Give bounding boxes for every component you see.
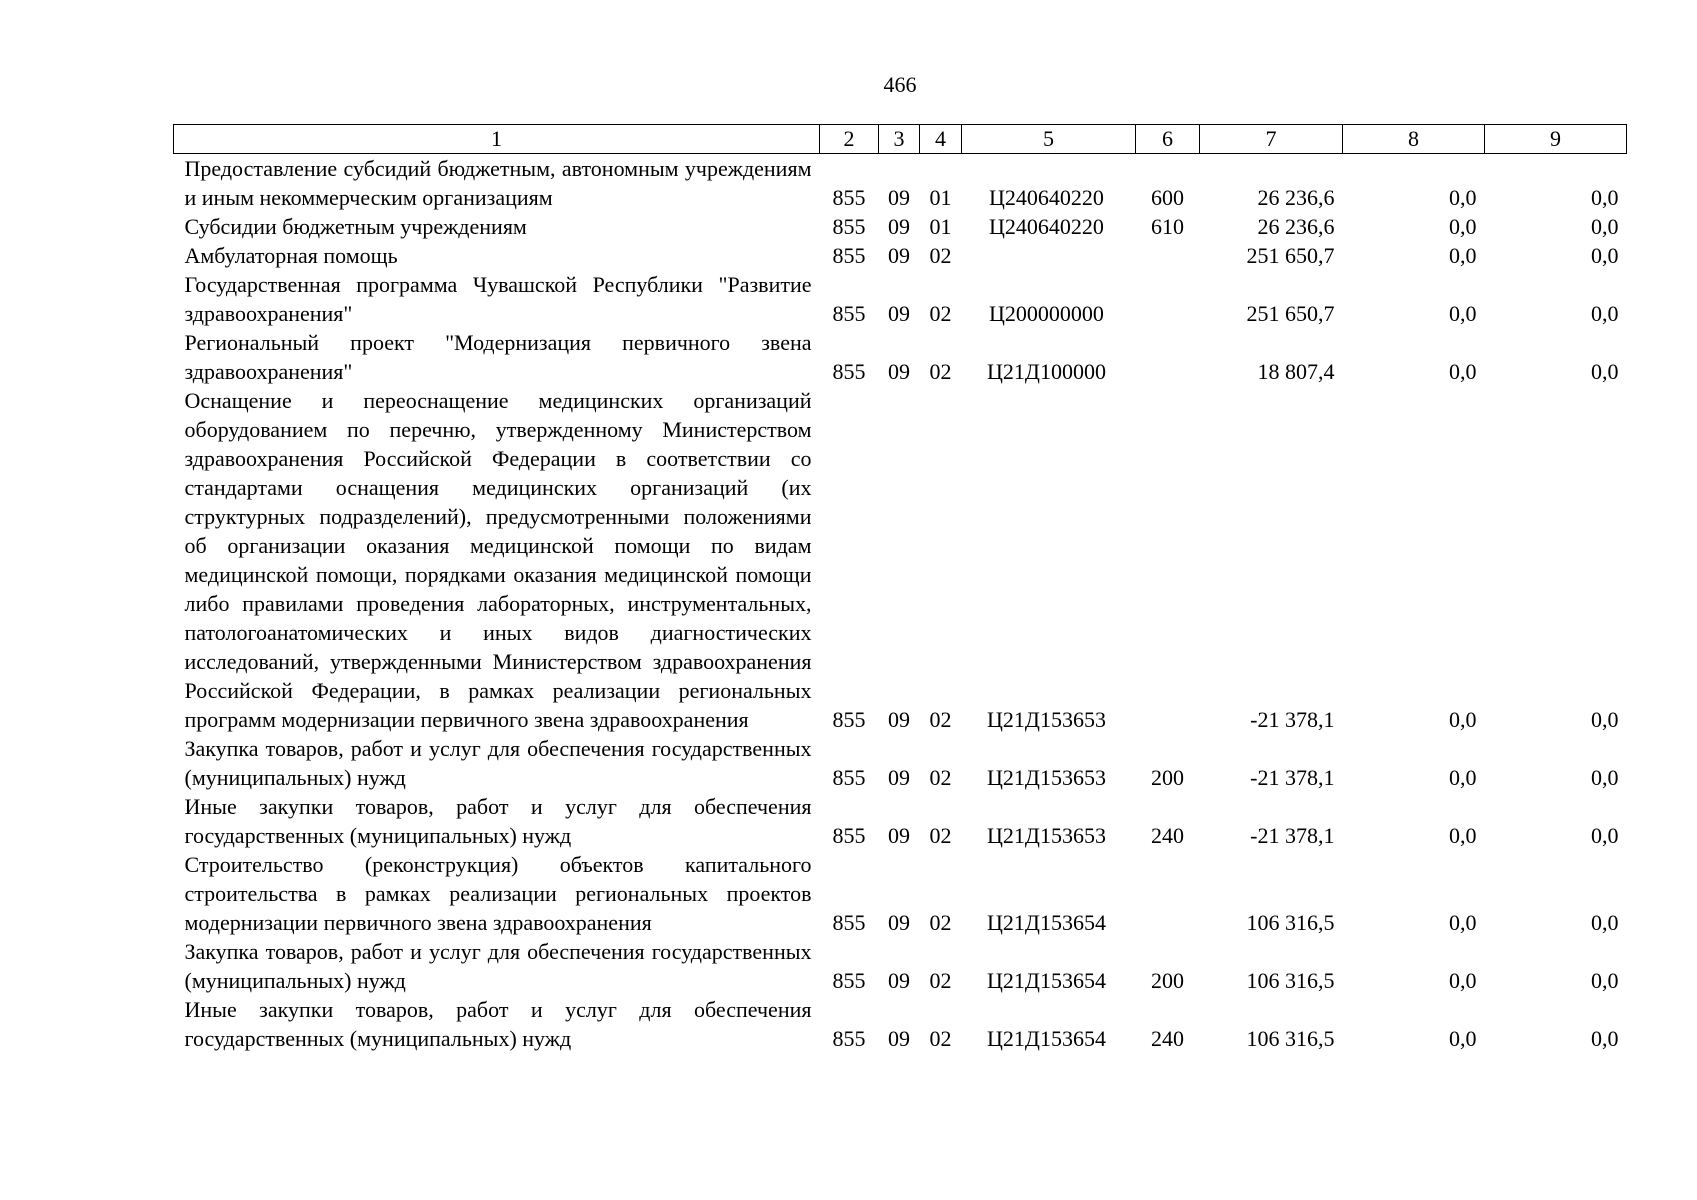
row-col-2-cell: 855: [832, 185, 866, 210]
row-col-7-cell: 106 316,5: [1246, 1026, 1335, 1051]
row-col-9-cell: 0,0: [1591, 765, 1619, 790]
table-body: [174, 154, 1627, 1054]
row-col-3-cell: 09: [888, 301, 910, 326]
row-col-4-cell: 02: [929, 968, 952, 993]
row-col-6-cell: 200: [1151, 968, 1184, 993]
row-name-cell: Предоставление субсидий бюджетным, автономным учреждениям и иным некоммерческим организациям: [184, 156, 812, 210]
header-col-6: 6: [1136, 125, 1200, 154]
table-row: [174, 270, 1627, 328]
row-col-6-cell: [1136, 270, 1200, 328]
table-row: [174, 734, 1627, 792]
row-col-9-cell: 0,0: [1591, 359, 1619, 384]
row-col-3-cell: 09: [888, 910, 910, 935]
row-col-3-cell: 09: [888, 214, 910, 239]
row-col-8-cell: 0,0: [1449, 910, 1477, 935]
row-col-9-cell: 0,0: [1591, 823, 1619, 848]
budget-table: [173, 124, 1627, 1053]
row-col-6-cell: [1136, 328, 1200, 386]
row-col-4-cell: 02: [929, 823, 952, 848]
header-col-1: 1: [174, 125, 820, 154]
row-col-8-cell: 0,0: [1449, 823, 1477, 848]
row-col-2-cell: 855: [832, 823, 866, 848]
table-row: [174, 792, 1627, 850]
row-col-9-cell: 0,0: [1591, 910, 1619, 935]
header-col-4: 4: [920, 125, 962, 154]
row-col-9-cell: 0,0: [1591, 707, 1619, 732]
row-col-5-cell: Ц21Д100000: [987, 359, 1106, 384]
row-name-cell: Субсидии бюджетным учреждениям: [184, 214, 527, 239]
row-col-9-cell: 0,0: [1591, 301, 1619, 326]
row-col-5-cell: Ц240640220: [989, 185, 1104, 210]
row-col-7-cell: -21 378,1: [1250, 823, 1335, 848]
row-col-3-cell: 09: [888, 823, 910, 848]
row-col-7-cell: -21 378,1: [1250, 707, 1335, 732]
row-col-4-cell: 02: [929, 243, 952, 268]
row-col-8-cell: 0,0: [1449, 214, 1477, 239]
row-col-9-cell: 0,0: [1591, 214, 1619, 239]
row-col-3-cell: 09: [888, 968, 910, 993]
row-col-7-cell: -21 378,1: [1250, 765, 1335, 790]
row-col-7-cell: 106 316,5: [1246, 910, 1335, 935]
row-col-2-cell: 855: [832, 910, 866, 935]
row-col-4-cell: 02: [929, 359, 952, 384]
row-col-3-cell: 09: [888, 765, 910, 790]
row-col-5-cell: Ц21Д153653: [987, 707, 1106, 732]
row-name-cell: Государственная программа Чувашской Республики "Развитие здравоохранения": [184, 272, 812, 326]
row-col-3-cell: 09: [888, 185, 910, 210]
row-col-5-cell: Ц200000000: [989, 301, 1104, 326]
row-col-2-cell: 855: [832, 359, 866, 384]
row-col-7-cell: 251 650,7: [1246, 301, 1335, 326]
row-col-7-cell: 26 236,6: [1257, 214, 1335, 239]
row-col-2-cell: 855: [832, 765, 866, 790]
row-col-9-cell: 0,0: [1591, 185, 1619, 210]
row-col-3-cell: 09: [888, 1026, 910, 1051]
row-col-8-cell: 0,0: [1449, 301, 1477, 326]
budget-table-container: [173, 124, 1626, 1053]
row-name-cell: Закупка товаров, работ и услуг для обеспечения государственных (муниципальных) нужд: [184, 939, 812, 993]
row-col-5-cell: Ц21Д153654: [987, 910, 1106, 935]
header-row: [174, 125, 1627, 154]
row-col-6-cell: 240: [1151, 1026, 1184, 1051]
header-col-9: 9: [1485, 125, 1627, 154]
row-col-3-cell: 09: [888, 243, 910, 268]
row-col-7-cell: 26 236,6: [1257, 185, 1335, 210]
row-col-8-cell: 0,0: [1449, 968, 1477, 993]
row-col-8-cell: 0,0: [1449, 243, 1477, 268]
row-name-cell: Иные закупки товаров, работ и услуг для обеспечения государственных (муниципальных) нужд: [184, 794, 812, 848]
row-col-6-cell: [1136, 850, 1200, 937]
row-col-4-cell: 02: [929, 765, 952, 790]
row-col-3-cell: 09: [888, 707, 910, 732]
row-name-cell: Оснащение и переоснащение медицинских организаций оборудованием по перечню, утвержденному Министерством здравоохранения Российской Федерации в соответствии со стандартами оснащения медицинских организаций (их структурных подразделений), предусмотренными положениями об организации оказания медицинской помощи по видам медицинской помощи, порядками оказания медицинской помощи либо правилами проведения лабораторных, инструментальных, патологоанатомических и иных видов диагностических исследований, утвержденными Министерством здравоохранения Российской Федерации, в рамках реализации региональных программ модернизации первичного звена здравоохранения: [184, 388, 812, 732]
row-col-4-cell: 02: [929, 1026, 952, 1051]
row-col-6-cell: [1136, 241, 1200, 270]
header-col-5: 5: [962, 125, 1136, 154]
row-col-6-cell: 610: [1151, 214, 1184, 239]
table-header: [174, 125, 1627, 154]
row-col-7-cell: 18 807,4: [1257, 359, 1335, 384]
row-col-2-cell: 855: [832, 707, 866, 732]
row-col-9-cell: 0,0: [1591, 1026, 1619, 1051]
header-col-2: 2: [820, 125, 879, 154]
row-col-4-cell: 02: [929, 707, 952, 732]
row-col-2-cell: 855: [832, 1026, 866, 1051]
table-row: [174, 212, 1627, 241]
row-name-cell: Иные закупки товаров, работ и услуг для обеспечения государственных (муниципальных) нужд: [184, 997, 812, 1051]
row-col-6-cell: 240: [1151, 823, 1184, 848]
row-col-5-cell: Ц21Д153654: [987, 968, 1106, 993]
row-col-9-cell: 0,0: [1591, 968, 1619, 993]
table-row: [174, 386, 1627, 734]
row-col-5-cell: Ц240640220: [989, 214, 1104, 239]
table-row: [174, 241, 1627, 270]
row-col-8-cell: 0,0: [1449, 1026, 1477, 1051]
row-col-7-cell: 251 650,7: [1246, 243, 1335, 268]
header-col-3: 3: [879, 125, 920, 154]
row-col-5-cell: Ц21Д153653: [987, 765, 1106, 790]
table-row: [174, 328, 1627, 386]
table-row: [174, 937, 1627, 995]
row-col-5-cell: Ц21Д153653: [987, 823, 1106, 848]
header-col-7: 7: [1200, 125, 1343, 154]
row-col-8-cell: 0,0: [1449, 707, 1477, 732]
row-col-9-cell: 0,0: [1591, 243, 1619, 268]
row-col-2-cell: 855: [832, 968, 866, 993]
row-col-6-cell: 600: [1151, 185, 1184, 210]
row-col-4-cell: 02: [929, 910, 952, 935]
row-col-5-cell: Ц21Д153654: [987, 1026, 1106, 1051]
row-col-8-cell: 0,0: [1449, 765, 1477, 790]
row-col-6-cell: [1136, 386, 1200, 734]
row-col-8-cell: 0,0: [1449, 359, 1477, 384]
row-name-cell: Закупка товаров, работ и услуг для обеспечения государственных (муниципальных) нужд: [184, 736, 812, 790]
row-col-2-cell: 855: [832, 243, 866, 268]
row-col-6-cell: 200: [1151, 765, 1184, 790]
table-row: [174, 995, 1627, 1053]
row-col-4-cell: 01: [929, 185, 952, 210]
row-name-cell: Строительство (реконструкция) объектов капитального строительства в рамках реализации региональных проектов модернизации первичного звена здравоохранения: [184, 852, 812, 935]
table-row: [174, 154, 1627, 213]
row-col-2-cell: 855: [832, 301, 866, 326]
row-col-3-cell: 09: [888, 359, 910, 384]
header-col-8: 8: [1343, 125, 1485, 154]
row-col-8-cell: 0,0: [1449, 185, 1477, 210]
row-col-2-cell: 855: [832, 214, 866, 239]
page-number: 466: [883, 72, 917, 97]
row-col-7-cell: 106 316,5: [1246, 968, 1335, 993]
row-col-5-cell: [962, 241, 1136, 270]
row-col-4-cell: 01: [929, 214, 952, 239]
row-name-cell: Амбулаторная помощь: [184, 243, 398, 268]
row-col-4-cell: 02: [929, 301, 952, 326]
row-name-cell: Региональный проект "Модернизация первичного звена здравоохранения": [184, 330, 812, 384]
table-row: [174, 850, 1627, 937]
